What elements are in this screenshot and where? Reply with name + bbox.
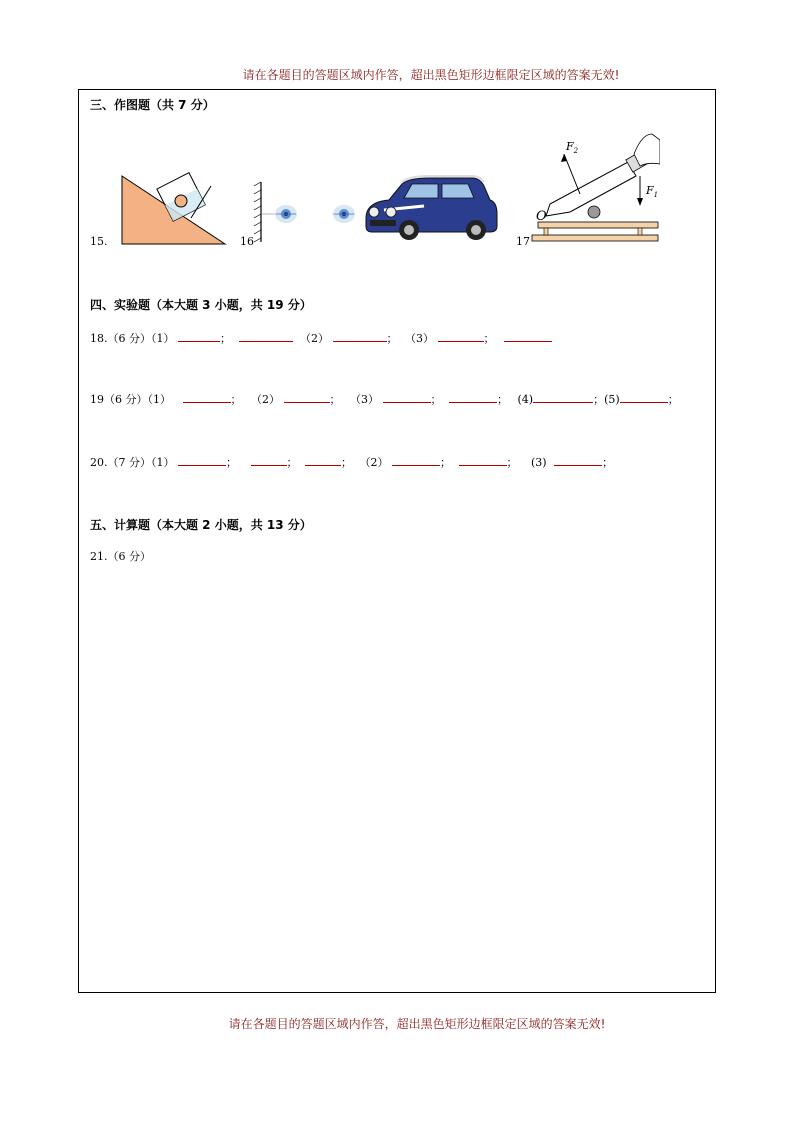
section-5-title: 五、计算题（本大题 2 小题，共 13 分） — [90, 518, 312, 532]
question-21-answer-area[interactable] — [90, 570, 702, 980]
q18-blank-3[interactable] — [333, 331, 387, 342]
mirror-eye-car-figure — [254, 174, 499, 244]
q19-blank-4[interactable] — [449, 392, 497, 403]
q18-part-2: （2） — [300, 332, 329, 345]
q20-part-2: （2） — [359, 456, 389, 469]
question-20-line — [90, 454, 613, 470]
q19-part-3: （3） — [350, 393, 379, 406]
q20-blank-2[interactable] — [251, 455, 287, 466]
question-19-head: 19（6 分）（1） — [90, 393, 171, 406]
question-18-head: 18.（6 分）（1） — [90, 332, 175, 345]
q20-sep-1: ； — [226, 456, 237, 469]
q20-sep-3: ； — [341, 456, 352, 469]
question-20-head: 20.（7 分）（1） — [90, 456, 175, 469]
answer-frame — [78, 89, 716, 993]
q20-sep-6: ； — [602, 456, 614, 469]
question-21-head: 21.（6 分） — [90, 550, 151, 563]
q19-part-5: (5) — [604, 393, 620, 406]
q19-sep-5: ； — [593, 393, 605, 406]
q20-sep-4: ； — [440, 456, 451, 469]
question-17-number: 17 — [516, 235, 530, 248]
q18-blank-4[interactable] — [438, 331, 484, 342]
q19-part-4: (4) — [517, 393, 534, 406]
knife-lever-figure — [530, 124, 660, 246]
incline-beaker-figure — [119, 158, 229, 248]
pivot-o-label: O — [536, 209, 547, 224]
q19-blank-2[interactable] — [284, 392, 330, 403]
q20-blank-3[interactable] — [305, 455, 341, 466]
section-4-title: 四、实验题（本大题 3 小题，共 19 分） — [90, 298, 312, 312]
question-15-number: 15. — [90, 235, 108, 248]
q19-blank-1[interactable] — [183, 392, 231, 403]
q18-part-3: （3） — [405, 332, 434, 345]
q19-sep-3: ； — [430, 393, 442, 406]
q19-sep-6: ； — [667, 393, 679, 406]
q18-sep-1: ； — [220, 332, 231, 345]
q19-sep-4: ； — [497, 393, 508, 406]
q18-blank-1[interactable] — [178, 331, 220, 342]
q20-blank-4[interactable] — [392, 455, 440, 466]
question-16-number: 16 — [240, 235, 254, 248]
question-18-line — [90, 330, 552, 346]
q19-blank-3[interactable] — [383, 392, 431, 403]
q19-blank-5[interactable] — [533, 392, 593, 403]
q18-sep-2: ； — [386, 332, 398, 345]
q18-sep-3: ； — [483, 332, 495, 345]
question-19-line — [90, 391, 679, 407]
q20-sep-5: ； — [506, 456, 518, 469]
q19-sep-2: ； — [329, 393, 341, 406]
force-f1-label: $F_1$ — [646, 184, 659, 199]
q20-part-3: (3) — [531, 456, 547, 469]
q20-blank-1[interactable] — [178, 455, 226, 466]
answer-area-warning-bottom: 请在各题目的答题区域内作答，超出黑色矩形边框限定区域的答案无效! — [228, 1017, 606, 1031]
q18-blank-2[interactable] — [239, 331, 293, 342]
q20-blank-6[interactable] — [554, 455, 602, 466]
q18-blank-5[interactable] — [504, 331, 552, 342]
q19-sep-1: ； — [230, 393, 242, 406]
q20-blank-5[interactable] — [459, 455, 507, 466]
force-f2-label: $F_2$ — [566, 140, 579, 155]
q20-sep-2: ； — [286, 456, 298, 469]
section-3-title: 三、作图题（共 7 分） — [90, 98, 215, 112]
q19-part-2: （2） — [251, 393, 280, 406]
q19-blank-6[interactable] — [620, 392, 668, 403]
answer-area-warning-top: 请在各题目的答题区域内作答，超出黑色矩形边框限定区域的答案无效! — [242, 68, 620, 82]
